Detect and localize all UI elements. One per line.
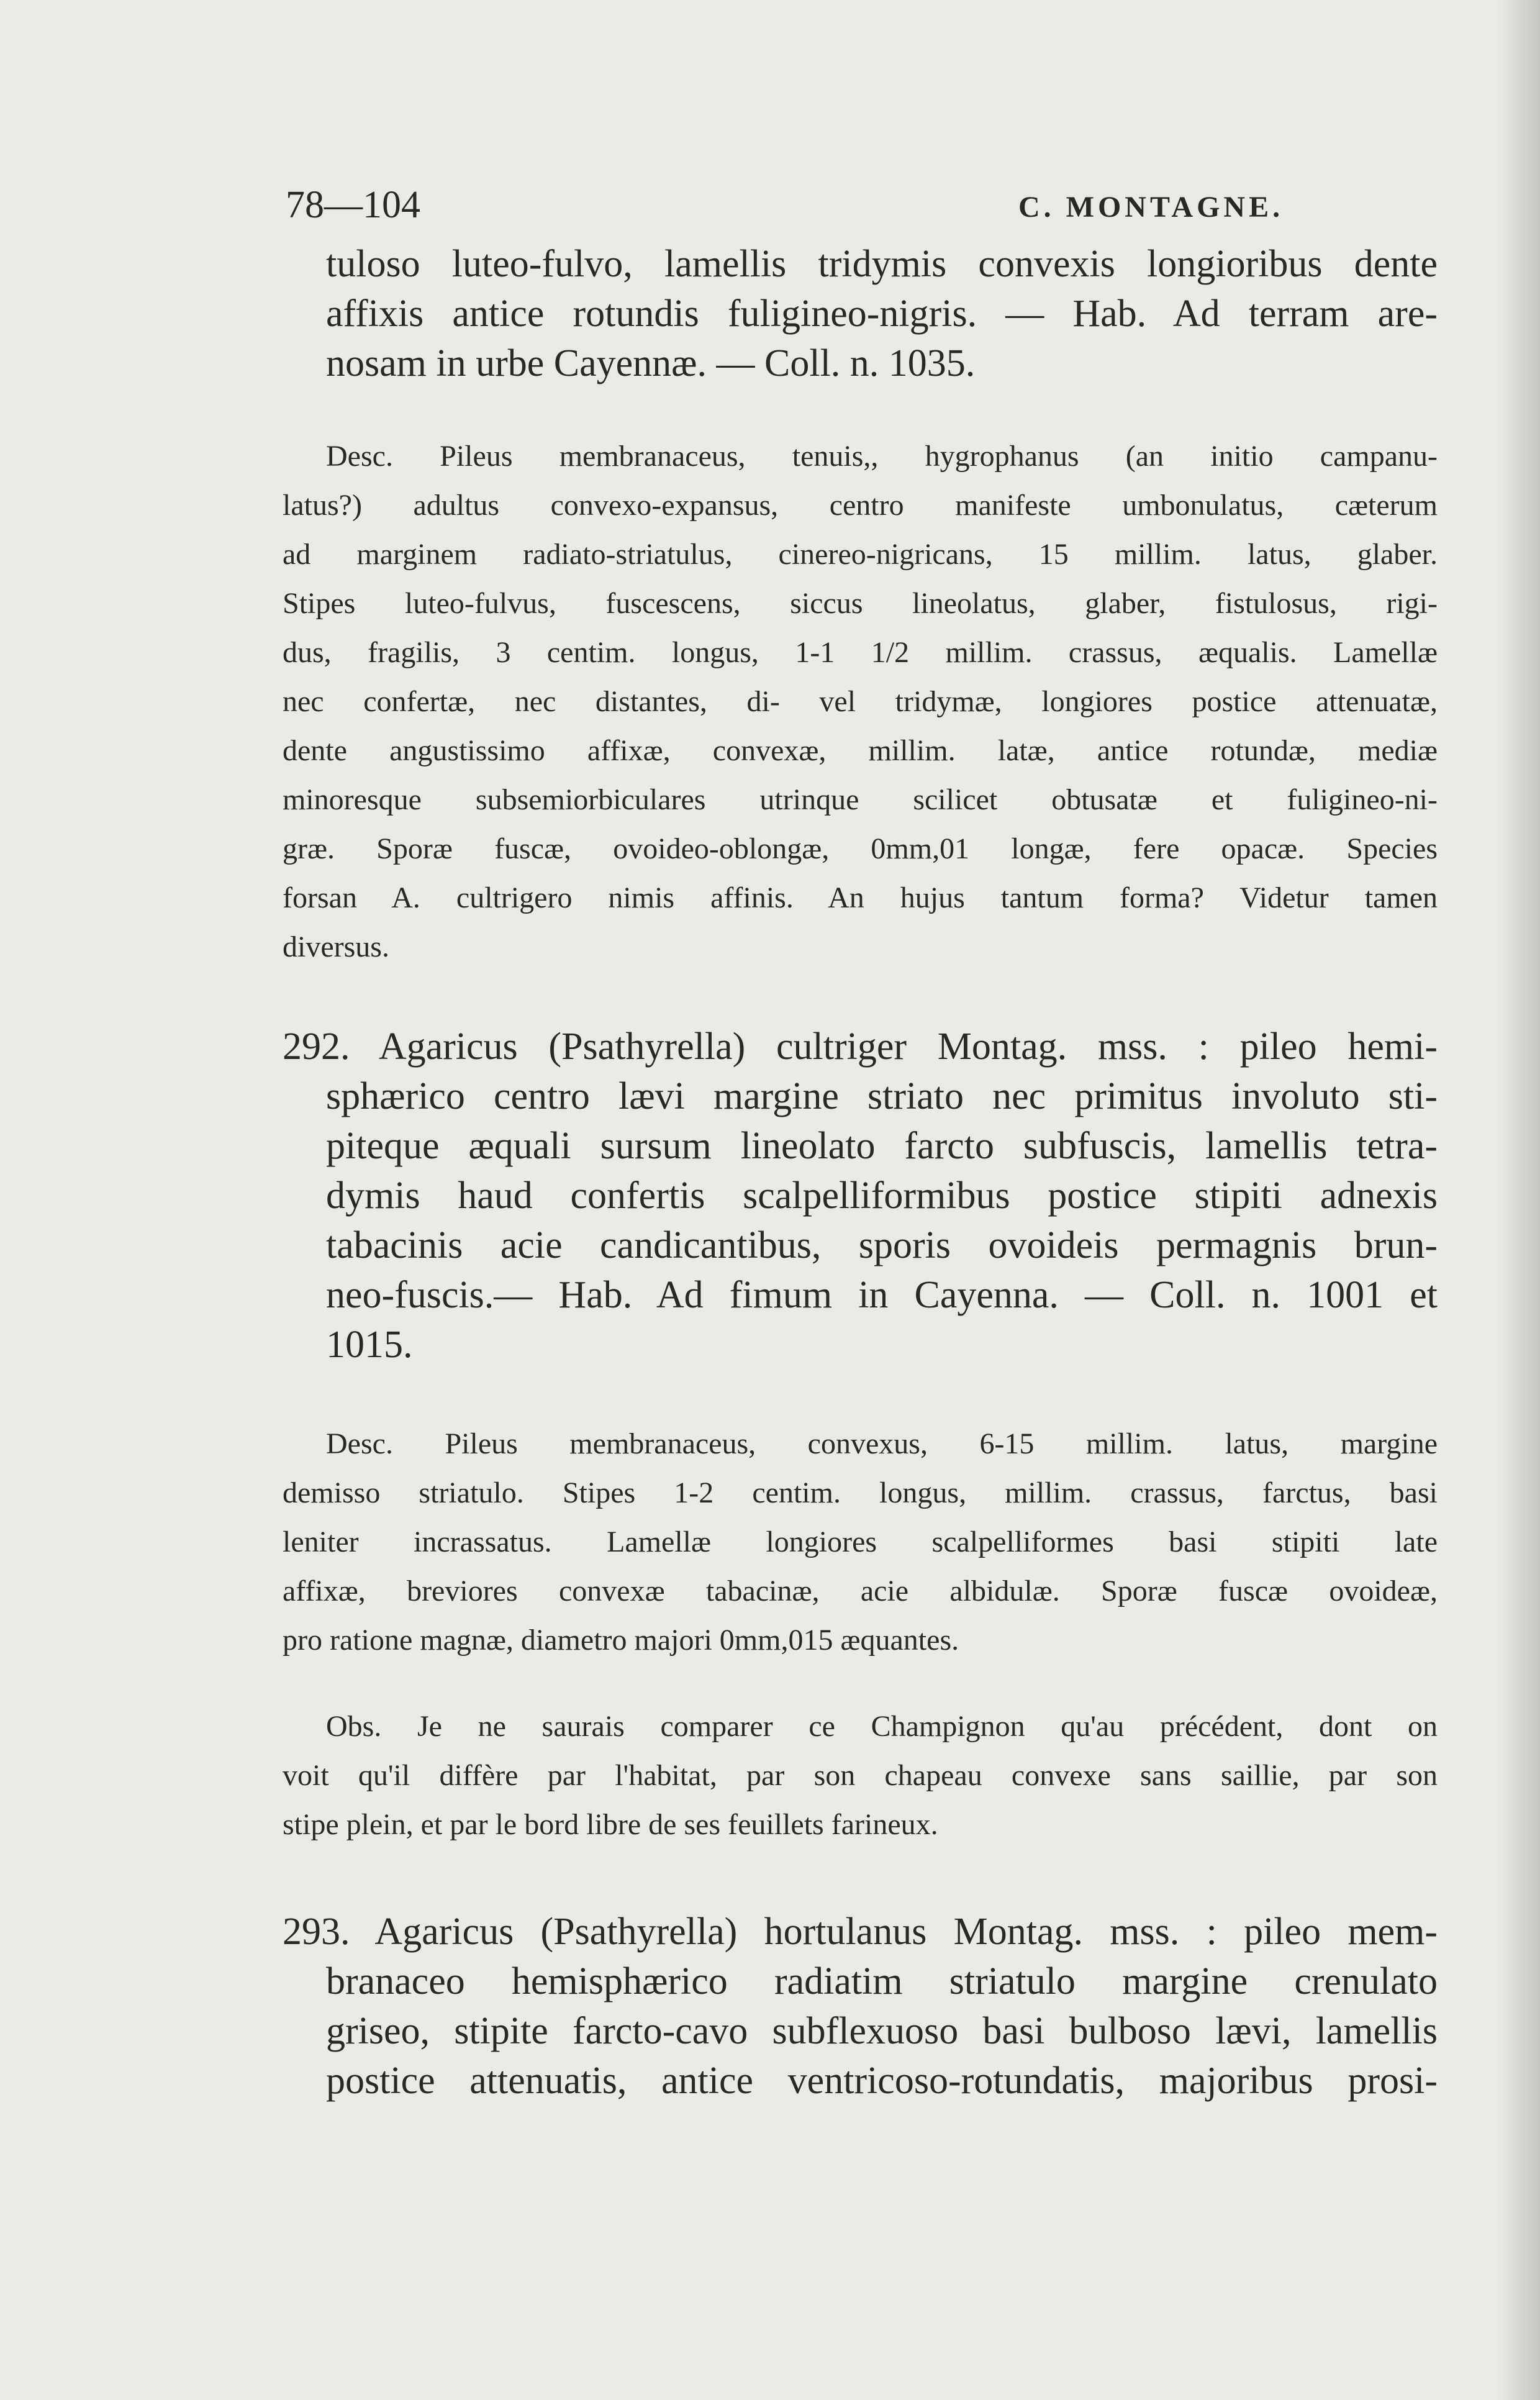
text-line: græ. Sporæ fuscæ, ovoideo-oblongæ, 0mm,01 longæ, fere opacæ. Species [283, 832, 1438, 865]
intro-paragraph [283, 239, 1438, 388]
text-line: Obs. Je ne saurais comparer ce Champignon qu'au précédent, dont on [326, 1710, 1438, 1743]
text-line: pro ratione magnæ, diametro majori 0mm,015 æquantes. [283, 1624, 959, 1657]
text-line: Desc. Pileus membranaceus, convexus, 6-15 millim. latus, margine [326, 1427, 1438, 1460]
text-line: postice attenuatis, antice ventricoso-rotundatis, majoribus prosi- [326, 2060, 1438, 2102]
text-line: minoresque subsemiorbiculares utrinque scilicet obtusatæ et fuligineo-ni- [283, 783, 1438, 816]
description-paragraph-2 [283, 1419, 1438, 1665]
text-line: stipe plein, et par le bord libre de ses feuillets farineux. [283, 1808, 938, 1841]
text-line: griseo, stipite farcto-cavo subflexuoso basi bulboso lævi, lamellis [326, 2010, 1438, 2052]
text-line: dus, fragilis, 3 centim. longus, 1-1 1/2 millim. crassus, æqualis. Lamellæ [283, 636, 1438, 669]
text-line: voit qu'il diffère par l'habitat, par son chapeau convexe sans saillie, par son [283, 1759, 1438, 1792]
text-line: affixæ, breviores convexæ tabacinæ, acie albidulæ. Sporæ fuscæ ovoideæ, [283, 1575, 1438, 1607]
text-line: affixis antice rotundis fuligineo-nigris. — Hab. Ad terram are- [326, 293, 1438, 335]
text-line: piteque æquali sursum lineolato farcto subfuscis, lamellis tetra- [326, 1125, 1438, 1167]
text-line: Desc. Pileus membranaceus, tenuis,, hygrophanus (an initio campanu- [326, 440, 1438, 473]
text-line: 293. Agaricus (Psathyrella) hortulanus Montag. mss. : pileo mem- [283, 1911, 1438, 1953]
text-line: sphærico centro lævi margine striato nec primitus involuto sti- [326, 1075, 1438, 1117]
text-line: nosam in urbe Cayennæ. — Coll. n. 1035. [326, 342, 976, 384]
species-entry-293 [283, 1907, 1438, 2106]
text-line: nec confertæ, nec distantes, di- vel tridymæ, longiores postice attenuatæ, [283, 685, 1438, 718]
text-line: dente angustissimo affixæ, convexæ, millim. latæ, antice rotundæ, mediæ [283, 734, 1438, 767]
text-line: ad marginem radiato-striatulus, cinereo-nigricans, 15 millim. latus, glaber. [283, 538, 1438, 571]
text-line: leniter incrassatus. Lamellæ longiores scalpelliformes basi stipiti late [283, 1525, 1438, 1558]
text-line: tuloso luteo-fulvo, lamellis tridymis convexis longioribus dente [326, 243, 1438, 285]
description-paragraph-1 [283, 432, 1438, 971]
text-line: Stipes luteo-fulvus, fuscescens, siccus lineolatus, glaber, fistulosus, rigi- [283, 587, 1438, 620]
page-edge-shadow [1497, 0, 1540, 2400]
text-line: tabacinis acie candicantibus, sporis ovoideis permagnis brun- [326, 1224, 1438, 1266]
text-line: 1015. [326, 1324, 413, 1366]
text-line: latus?) adultus convexo-expansus, centro manifeste umbonulatus, cæterum [283, 489, 1438, 522]
page-number: 78—104 [286, 184, 420, 226]
text-line: 292. Agaricus (Psathyrella) cultriger Montag. mss. : pileo hemi- [283, 1025, 1438, 1068]
text-line: demisso striatulo. Stipes 1-2 centim. longus, millim. crassus, farctus, basi [283, 1476, 1438, 1509]
observation-paragraph [283, 1702, 1438, 1849]
text-line: dymis haud confertis scalpelliformibus postice stipiti adnexis [326, 1175, 1438, 1217]
text-line: diversus. [283, 930, 389, 963]
text-line: branaceo hemisphærico radiatim striatulo margine crenulato [326, 1960, 1438, 2002]
page-header [286, 180, 1428, 230]
text-line: forsan A. cultrigero nimis affinis. An hujus tantum forma? Videtur tamen [283, 881, 1438, 914]
running-head: C. MONTAGNE. [1018, 191, 1284, 224]
species-entry-292 [283, 1022, 1438, 1370]
text-line: neo-fuscis.— Hab. Ad fimum in Cayenna. — Coll. n. 1001 et [326, 1274, 1438, 1316]
